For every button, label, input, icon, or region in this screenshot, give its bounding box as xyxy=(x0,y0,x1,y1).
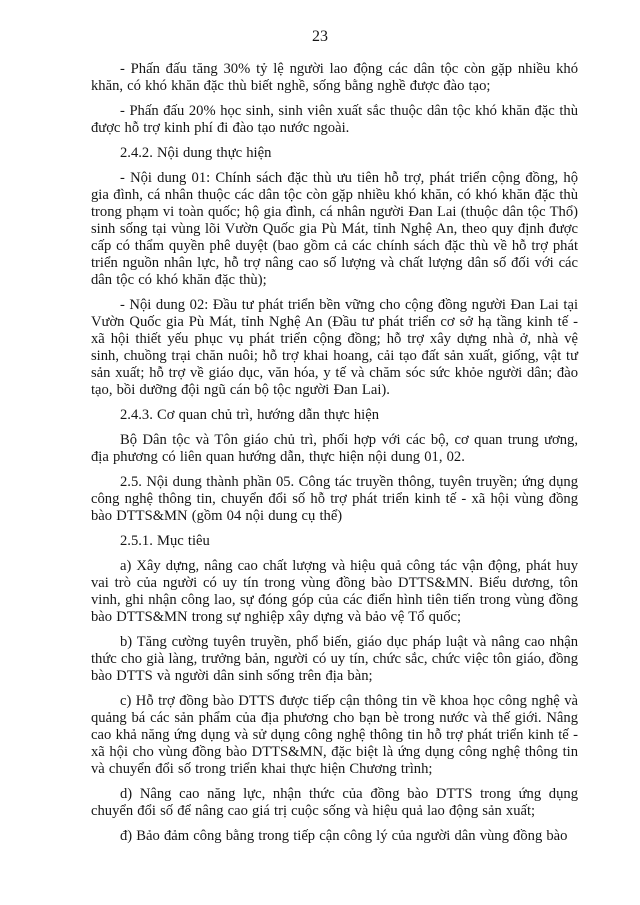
paragraph-muc-tieu-a: a) Xây dựng, nâng cao chất lượng và hiệu quả công tác vận động, phát huy vai trò của người có uy tín trong vùng đồng bào DTTS&MN. Biểu dương, tôn vinh, ghi nhận công lao, sự đóng góp của các điển hình tiên tiến trong vùng đồng bào DTTS&MN trong sự nghiệp xây dựng và bảo vệ Tổ quốc; xyxy=(91,558,578,625)
paragraph-bo-dan-toc: Bộ Dân tộc và Tôn giáo chủ trì, phối hợp với các bộ, cơ quan trung ương, địa phương có liên quan hướng dẫn, thực hiện nội dung 01, 02. xyxy=(91,432,578,465)
paragraph-target-20-percent: - Phấn đấu 20% học sinh, sinh viên xuất sắc thuộc dân tộc khó khăn đặc thù được hỗ trợ kinh phí đi đào tạo nước ngoài. xyxy=(91,103,578,136)
paragraph-muc-tieu-dd: đ) Bảo đảm công bằng trong tiếp cận công lý của người dân vùng đồng bào xyxy=(120,828,568,844)
paragraph-noi-dung-01: - Nội dung 01: Chính sách đặc thù ưu tiên hỗ trợ, phát triển cộng đồng, hộ gia đình, cá nhân thuộc các dân tộc còn gặp nhiều khó khăn, có khó khăn đặc thù trong phạm vi toàn quốc; hộ gia đình, cá nhân người Đan Lai (thuộc dân tộc Thổ) sinh sống tại vùng lõi Vườn Quốc gia Pù Mát, tỉnh Nghệ An, theo quy định được cấp có thẩm quyền phê duyệt (bao gồm cả các chính sách đặc thù về hỗ trợ phát triển nguồn nhân lực, hỗ trợ nâng cao số lượng và chất lượng dân số đối với các dân tộc có khó khăn đặc thù); xyxy=(91,170,578,288)
heading-2-4-3: 2.4.3. Cơ quan chủ trì, hướng dẫn thực hiện xyxy=(120,407,379,423)
heading-2-5: 2.5. Nội dung thành phần 05. Công tác truyền thông, tuyên truyền; ứng dụng công nghệ thông tin, chuyển đổi số hỗ trợ phát triển kinh tế - xã hội vùng đồng bào DTTS&MN (gồm 04 nội dung cụ thể) xyxy=(91,474,578,524)
document-body xyxy=(91,61,578,845)
paragraph-muc-tieu-b: b) Tăng cường tuyên truyền, phổ biến, giáo dục pháp luật và nâng cao nhận thức cho già làng, trưởng bản, người có uy tín, chức sắc, chức việc tôn giáo, đồng bào DTTS và người dân sinh sống trên địa bàn; xyxy=(91,634,578,684)
paragraph-muc-tieu-d: d) Nâng cao năng lực, nhận thức của đồng bào DTTS trong ứng dụng chuyển đổi số để nâng cao giá trị cuộc sống và hiệu quả lao động sản xuất; xyxy=(91,786,578,819)
heading-2-5-1: 2.5.1. Mục tiêu xyxy=(120,533,210,549)
paragraph-muc-tieu-c: c) Hỗ trợ đồng bào DTTS được tiếp cận thông tin về khoa học công nghệ và quảng bá các sản phẩm của địa phương cho bạn bè trong nước và thế giới. Nâng cao khả năng ứng dụng và sử dụng công nghệ thông tin hỗ trợ phát triển kinh tế - xã hội cho vùng đồng bào DTTS&MN, đặc biệt là ứng dụng công nghệ thông tin và chuyển đổi số trong triển khai thực hiện Chương trình; xyxy=(91,693,578,777)
paragraph-target-30-percent: - Phấn đấu tăng 30% tỷ lệ người lao động các dân tộc còn gặp nhiều khó khăn, có khó khăn đặc thù biết nghề, sống bằng nghề được đào tạo; xyxy=(91,61,578,94)
paragraph-noi-dung-02: - Nội dung 02: Đầu tư phát triển bền vững cho cộng đồng người Đan Lai tại Vườn Quốc gia Pù Mát, tỉnh Nghệ An (Đầu tư phát triển cơ sở hạ tầng kinh tế - xã hội thiết yếu phục vụ phát triển cộng đồng; hỗ trợ xây dựng nhà ở, nhà vệ sinh, chuồng trại chăn nuôi; hỗ trợ khai hoang, cải tạo đất sản xuất, giống, vật tư sản xuất; hỗ trợ về giáo dục, văn hóa, y tế và chăm sóc sức khỏe người dân; đào tạo, bồi dưỡng đội ngũ cán bộ tộc người Đan Lai). xyxy=(91,297,578,398)
page-number: 23 xyxy=(312,28,328,45)
heading-2-4-2: 2.4.2. Nội dung thực hiện xyxy=(120,145,272,161)
